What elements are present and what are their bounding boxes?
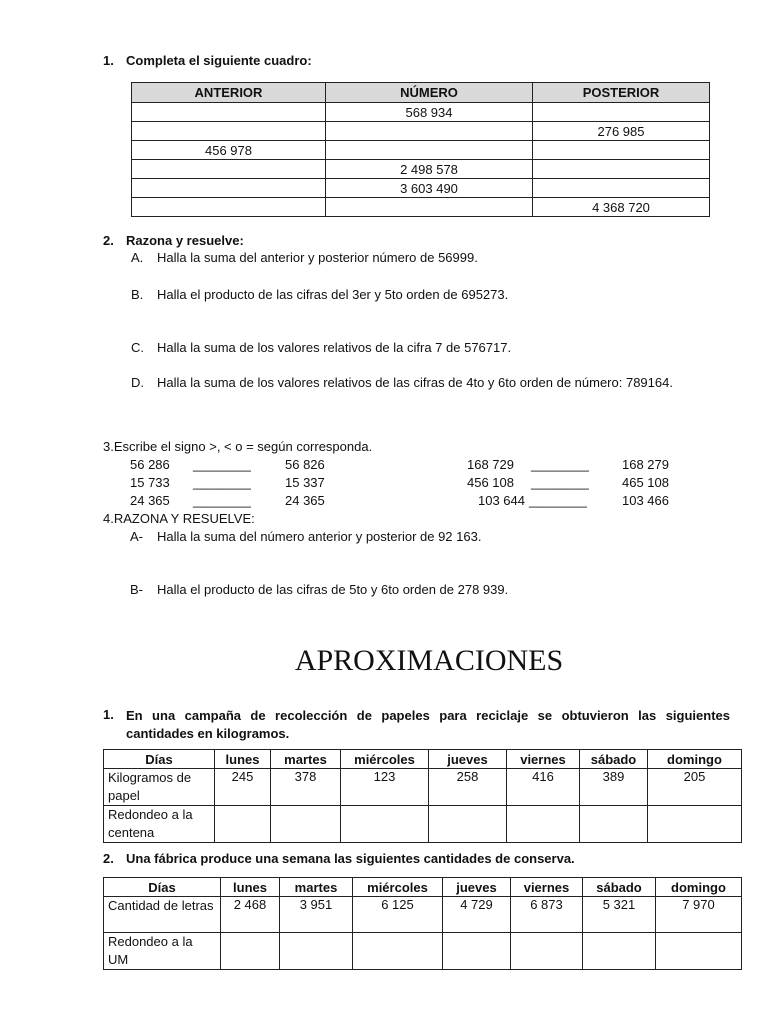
table-cell: 568 934 bbox=[326, 103, 533, 122]
compare-value: 456 108 bbox=[467, 475, 514, 490]
item-label-c: C. bbox=[131, 340, 144, 355]
answer-cell[interactable] bbox=[221, 933, 280, 970]
compare-value: 465 108 bbox=[622, 475, 669, 490]
item-label-b: B- bbox=[130, 582, 143, 597]
table-cell: 276 985 bbox=[533, 122, 710, 141]
item-text-a: Halla la suma del número anterior y posterior de 92 163. bbox=[157, 529, 482, 544]
table-row bbox=[104, 769, 742, 806]
table-row bbox=[104, 933, 742, 970]
compare-blank[interactable]: ________ bbox=[193, 475, 251, 490]
item-text-b: Halla el producto de las cifras del 3er y 5to orden de 695273. bbox=[157, 287, 509, 302]
section2-number: 2. bbox=[103, 233, 114, 248]
table-row bbox=[132, 160, 710, 179]
table-cell[interactable] bbox=[132, 103, 326, 122]
answer-cell[interactable] bbox=[280, 933, 353, 970]
header-sabado: sábado bbox=[580, 750, 648, 769]
row-label: Redondeo a la centena bbox=[104, 806, 215, 843]
header-martes: martes bbox=[280, 878, 353, 897]
compare-blank[interactable]: ________ bbox=[193, 493, 251, 508]
table-cell: 378 bbox=[271, 769, 341, 806]
header-numero: NÚMERO bbox=[326, 83, 533, 103]
section4-heading: 4.RAZONA Y RESUELVE: bbox=[103, 511, 255, 526]
table-cell: 3 951 bbox=[280, 897, 353, 933]
table-cell[interactable] bbox=[132, 179, 326, 198]
compare-blank[interactable]: ________ bbox=[193, 457, 251, 472]
compare-value: 168 279 bbox=[622, 457, 669, 472]
compare-blank[interactable]: ________ bbox=[529, 493, 587, 508]
table-cell[interactable] bbox=[326, 122, 533, 141]
answer-cell[interactable] bbox=[656, 933, 742, 970]
q1-text: En una campaña de recolección de papeles para reciclaje se obtuvieron las siguientes cantidades en kilogramos. bbox=[126, 708, 730, 741]
compare-blank[interactable]: ________ bbox=[531, 475, 589, 490]
table-row bbox=[132, 103, 710, 122]
compare-value: 103 466 bbox=[622, 493, 669, 508]
header-domingo: domingo bbox=[648, 750, 742, 769]
answer-cell[interactable] bbox=[648, 806, 742, 843]
header-miercoles: miércoles bbox=[353, 878, 443, 897]
answer-cell[interactable] bbox=[429, 806, 507, 843]
table-cell: 245 bbox=[215, 769, 271, 806]
item-label-b: B. bbox=[131, 287, 144, 302]
table-row bbox=[132, 179, 710, 198]
table-cell[interactable] bbox=[132, 160, 326, 179]
compare-value: 56 286 bbox=[130, 457, 170, 472]
table-cell[interactable] bbox=[132, 198, 326, 217]
row-label: Redondeo a la UM bbox=[104, 933, 221, 970]
answer-cell[interactable] bbox=[511, 933, 583, 970]
item-text-d: Halla la suma de los valores relativos de las cifras de 4to y 6to orden de número: 789164. bbox=[157, 375, 673, 390]
q1-number: 1. bbox=[103, 707, 114, 722]
answer-cell[interactable] bbox=[271, 806, 341, 843]
table-cell[interactable] bbox=[132, 122, 326, 141]
header-viernes: viernes bbox=[511, 878, 583, 897]
header-domingo: domingo bbox=[656, 878, 742, 897]
table-cell[interactable] bbox=[326, 141, 533, 160]
row-label: Kilogramos de papel bbox=[104, 769, 215, 806]
q2-number: 2. bbox=[103, 851, 114, 866]
compare-blank[interactable]: ________ bbox=[531, 457, 589, 472]
header-dias: Días bbox=[104, 750, 215, 769]
section2-heading: Razona y resuelve: bbox=[126, 233, 244, 248]
answer-cell[interactable] bbox=[580, 806, 648, 843]
table-cell: 2 498 578 bbox=[326, 160, 533, 179]
compare-value: 103 644 bbox=[478, 493, 525, 508]
answer-cell[interactable] bbox=[353, 933, 443, 970]
header-martes: martes bbox=[271, 750, 341, 769]
page-title: APROXIMACIONES bbox=[294, 644, 564, 677]
kilograms-table bbox=[103, 749, 742, 843]
table-row bbox=[132, 141, 710, 160]
answer-cell[interactable] bbox=[507, 806, 580, 843]
table-cell: 205 bbox=[648, 769, 742, 806]
answer-cell[interactable] bbox=[583, 933, 656, 970]
compare-value: 56 826 bbox=[285, 457, 325, 472]
item-label-d: D. bbox=[131, 375, 144, 390]
q2-text: Una fábrica produce una semana las siguientes cantidades de conserva. bbox=[126, 851, 575, 866]
table-cell: 7 970 bbox=[656, 897, 742, 933]
complete-table bbox=[131, 82, 710, 217]
header-miercoles: miércoles bbox=[341, 750, 429, 769]
table-header-row bbox=[132, 83, 710, 103]
item-text-c: Halla la suma de los valores relativos de la cifra 7 de 576717. bbox=[157, 340, 512, 355]
compare-value: 24 365 bbox=[285, 493, 325, 508]
table-cell: 416 bbox=[507, 769, 580, 806]
table-cell: 456 978 bbox=[132, 141, 326, 160]
answer-cell[interactable] bbox=[443, 933, 511, 970]
header-sabado: sábado bbox=[583, 878, 656, 897]
section3-heading: 3.Escribe el signo >, < o = según corresponda. bbox=[103, 439, 373, 454]
table-cell: 258 bbox=[429, 769, 507, 806]
table-cell: 2 468 bbox=[221, 897, 280, 933]
compare-value: 24 365 bbox=[130, 493, 170, 508]
table-cell[interactable] bbox=[533, 141, 710, 160]
header-lunes: lunes bbox=[215, 750, 271, 769]
item-text-a: Halla la suma del anterior y posterior número de 56999. bbox=[157, 250, 478, 265]
table-cell: 6 125 bbox=[353, 897, 443, 933]
table-cell[interactable] bbox=[533, 179, 710, 198]
table-cell: 3 603 490 bbox=[326, 179, 533, 198]
header-jueves: jueves bbox=[429, 750, 507, 769]
item-label-a: A. bbox=[131, 250, 144, 265]
compare-value: 15 337 bbox=[285, 475, 325, 490]
table-cell: 4 368 720 bbox=[533, 198, 710, 217]
table-row bbox=[132, 122, 710, 141]
table-cell: 4 729 bbox=[443, 897, 511, 933]
table-header-row bbox=[104, 750, 742, 769]
header-anterior: ANTERIOR bbox=[132, 83, 326, 103]
item-label-a: A- bbox=[130, 529, 143, 544]
compare-value: 168 729 bbox=[467, 457, 514, 472]
answer-cell[interactable] bbox=[341, 806, 429, 843]
item-text-b: Halla el producto de las cifras de 5to y 6to orden de 278 939. bbox=[157, 582, 509, 597]
table-cell: 5 321 bbox=[583, 897, 656, 933]
table-cell[interactable] bbox=[533, 160, 710, 179]
table-cell: 389 bbox=[580, 769, 648, 806]
table-row bbox=[132, 198, 710, 217]
answer-cell[interactable] bbox=[215, 806, 271, 843]
conserva-table bbox=[103, 877, 742, 970]
table-cell: 123 bbox=[341, 769, 429, 806]
table-row bbox=[104, 897, 742, 933]
section1-number: 1. bbox=[103, 53, 114, 68]
table-cell[interactable] bbox=[533, 103, 710, 122]
header-jueves: jueves bbox=[443, 878, 511, 897]
table-row bbox=[104, 806, 742, 843]
row-label: Cantidad de letras bbox=[104, 897, 221, 933]
compare-value: 15 733 bbox=[130, 475, 170, 490]
header-posterior: POSTERIOR bbox=[533, 83, 710, 103]
table-cell[interactable] bbox=[326, 198, 533, 217]
header-dias: Días bbox=[104, 878, 221, 897]
table-cell: 6 873 bbox=[511, 897, 583, 933]
header-viernes: viernes bbox=[507, 750, 580, 769]
table-header-row bbox=[104, 878, 742, 897]
header-lunes: lunes bbox=[221, 878, 280, 897]
section1-heading: Completa el siguiente cuadro: bbox=[126, 53, 312, 68]
